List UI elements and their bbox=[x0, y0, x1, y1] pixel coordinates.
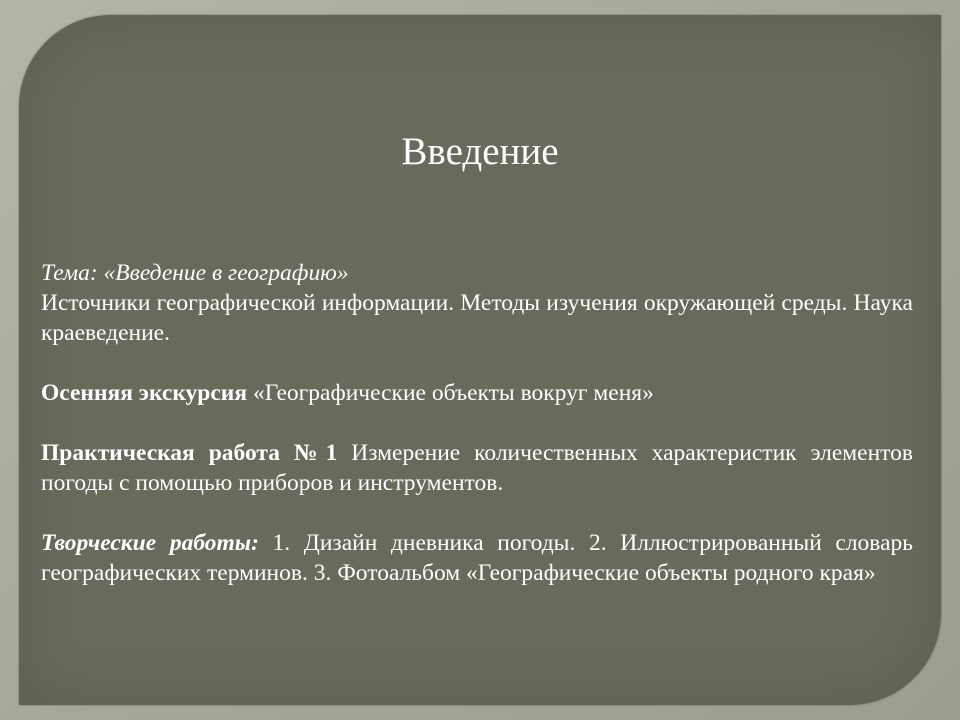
excursion-text: «Географические объекты вокруг меня» bbox=[247, 380, 654, 406]
excursion-label: Осенняя экскурсия bbox=[41, 380, 248, 406]
practical-paragraph bbox=[41, 438, 913, 498]
practical-text: Измерение количественных характеристик элементов погоды с помощью приборов и инструментов. bbox=[41, 440, 913, 496]
creative-text: 1. Дизайн дневника погоды. 2. Иллюстрированный словарь географических терминов. 3. Фотоальбом «Географические объекты родного края» bbox=[41, 530, 913, 586]
slide-body bbox=[41, 258, 913, 588]
practical-label: Практическая работа №1 bbox=[41, 440, 338, 466]
topic-text: Источники географической информации. Методы изучения окружающей среды. Наука краеведение. bbox=[41, 290, 913, 346]
slide-title: Введение bbox=[401, 130, 559, 173]
topic-label: Тема: «Введение в географию» bbox=[41, 260, 349, 286]
spacer bbox=[41, 348, 913, 378]
topic-paragraph bbox=[41, 288, 913, 348]
excursion-paragraph bbox=[41, 378, 913, 408]
spacer bbox=[41, 498, 913, 528]
creative-label: Творческие работы: bbox=[41, 530, 259, 556]
spacer bbox=[41, 408, 913, 438]
topic-label-line bbox=[41, 258, 913, 288]
creative-paragraph bbox=[41, 528, 913, 588]
